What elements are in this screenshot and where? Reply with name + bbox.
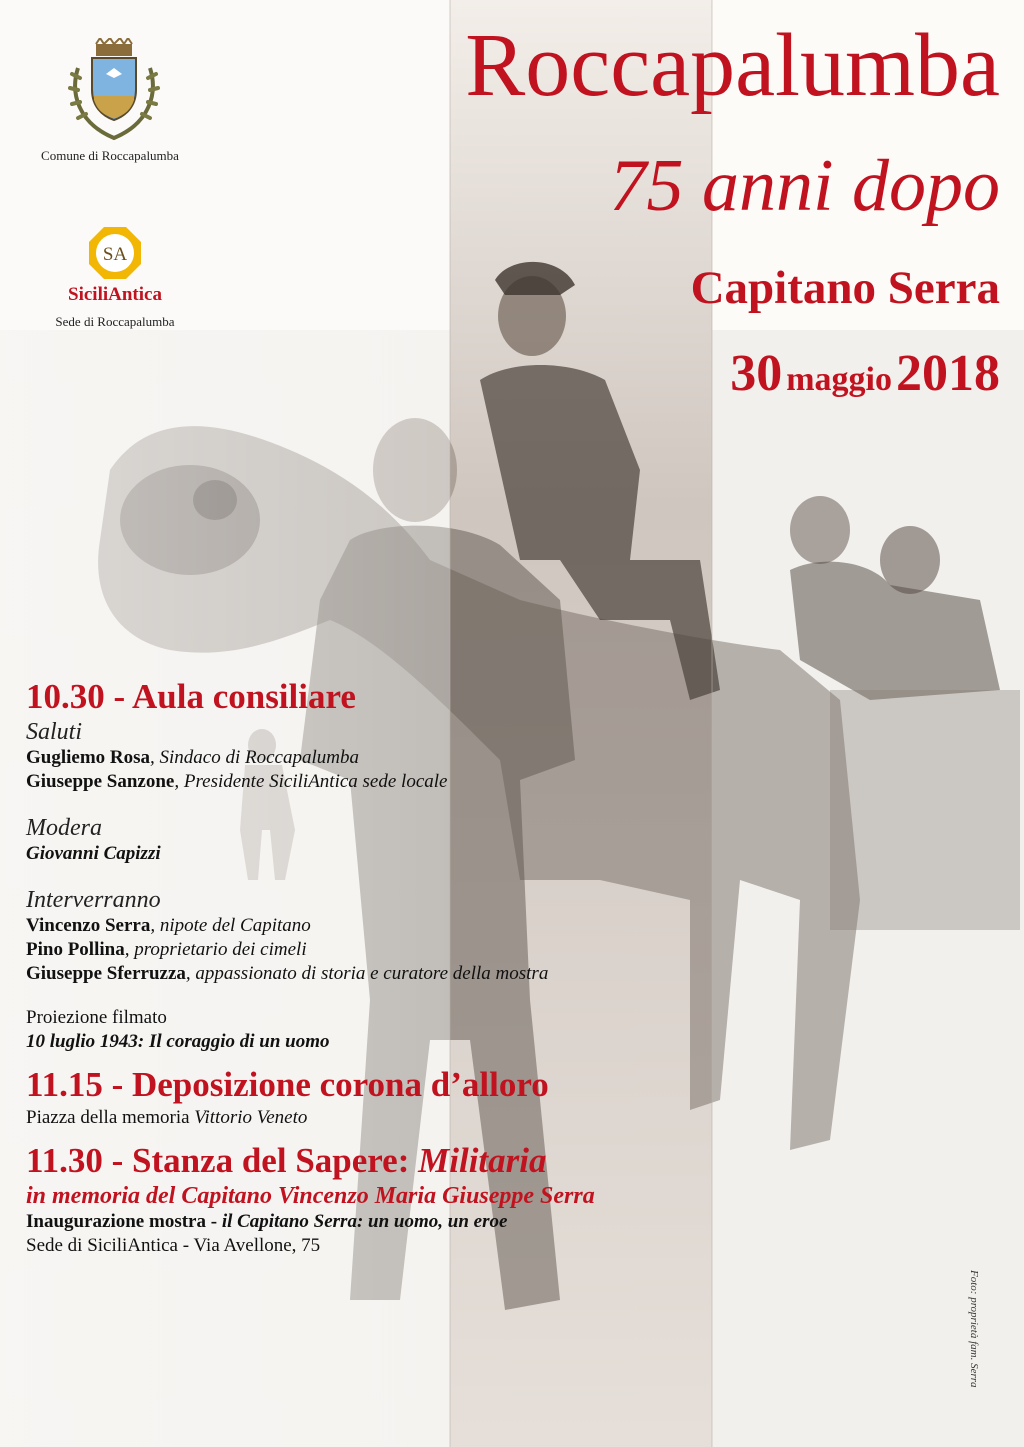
date-day: 30 (730, 345, 783, 402)
date-month: maggio (786, 361, 892, 398)
section-2-place (26, 1106, 746, 1130)
comune-label: Comune di Roccapalumba (41, 148, 179, 163)
photo-credit: Foto: proprietà fam. Serra (968, 1270, 980, 1388)
inauguration-title: il Capitano Serra: un uomo, un eroe (221, 1211, 508, 1232)
saluti-label: Saluti (26, 719, 83, 745)
film-title (26, 1030, 746, 1054)
speaker-name: Vincenzo Serra (26, 915, 151, 936)
section-1-heading: 10.30 - Aula consiliare (26, 677, 356, 716)
speaker-item (26, 914, 746, 938)
venue-line: Sede di SiciliAntica - Via Avellone, 75 (26, 1235, 321, 1256)
modera-label: Modera (26, 815, 102, 841)
speaker-item (26, 962, 746, 986)
section-3-subheading: in memoria del Capitano Vincenzo Maria Giuseppe Serra (26, 1183, 595, 1209)
comune-crest-icon (68, 38, 160, 142)
speaker-item (26, 938, 746, 962)
section-3-heading-main: 11.30 - Stanza del Sapere: (26, 1141, 419, 1180)
speaker-name: Pino Pollina (26, 939, 125, 960)
saluti-role: , Sindaco di Roccapalumba (150, 747, 359, 768)
speaker-role: , appassionato di storia e curatore della mostra (185, 963, 549, 984)
film-label: Proiezione filmato (26, 1007, 167, 1028)
speaker-name: Giuseppe Sferruzza (26, 963, 186, 984)
page-subtitle: 75 anni dopo (609, 145, 1000, 227)
place-name: Vittorio Veneto (194, 1107, 308, 1128)
interventi-label: Interverranno (26, 887, 161, 913)
siciliantica-sede: Sede di Roccapalumba (55, 314, 175, 329)
honoree-title: Capitano Serra (690, 262, 1000, 314)
siciliantica-name: SiciliAntica (68, 284, 162, 305)
saluti-name: Giuseppe Sanzone (26, 771, 175, 792)
saluti-item (26, 770, 746, 794)
film-title-text: 10 luglio 1943: Il coraggio di un uomo (26, 1031, 330, 1052)
section-3-heading-italic: Militaria (418, 1141, 547, 1180)
speaker-role: , nipote del Capitano (150, 915, 311, 936)
section-3-heading (26, 1140, 746, 1182)
moderator-name: Giovanni Capizzi (26, 843, 161, 864)
siciliantica-logo-icon (88, 226, 142, 280)
saluti-name: Gugliemo Rosa (26, 747, 151, 768)
sa-monogram: SA (102, 244, 128, 265)
saluti-item (26, 746, 746, 770)
inauguration-line (26, 1210, 746, 1234)
event-date (730, 344, 1000, 416)
place-prefix: Piazza della memoria (26, 1107, 195, 1128)
saluti-role: , Presidente SiciliAntica sede locale (174, 771, 448, 792)
program (26, 676, 746, 1258)
page-title: Roccapalumba (465, 16, 1000, 115)
speaker-role: , proprietario dei cimeli (124, 939, 307, 960)
moderator (26, 842, 746, 866)
date-year: 2018 (896, 345, 1000, 402)
section-2-heading: 11.15 - Deposizione corona d’alloro (26, 1065, 549, 1104)
inauguration-label: Inaugurazione mostra - (26, 1211, 222, 1232)
